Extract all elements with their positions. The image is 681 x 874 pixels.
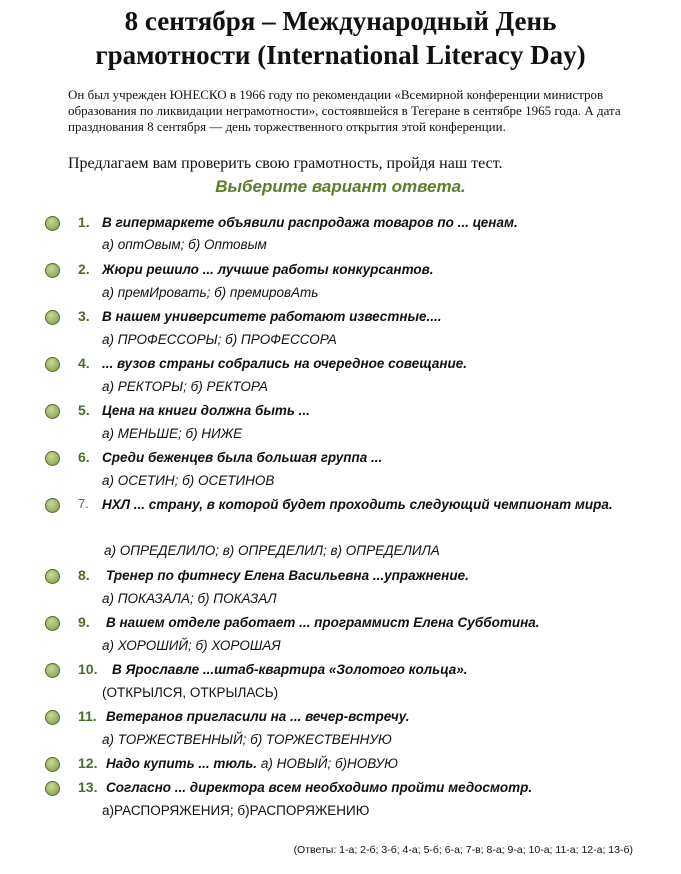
radio-bullet-icon[interactable] <box>45 616 60 631</box>
question-options: а) ТОРЖЕСТВЕННЫЙ; б) ТОРЖЕСТВЕННУЮ <box>102 732 392 747</box>
question-text: Тренер по фитнесу Елена Васильевна ...упражнение. <box>106 568 469 583</box>
question-options: а) ХОРОШИЙ; б) ХОРОШАЯ <box>102 638 281 653</box>
question-text: В нашем университете работают известные.... <box>102 309 442 324</box>
radio-bullet-icon[interactable] <box>45 757 60 772</box>
radio-bullet-icon[interactable] <box>45 357 60 372</box>
radio-bullet-icon[interactable] <box>45 781 60 796</box>
question-text: В гипермаркете объявили распродажа товаров по ... ценам. <box>102 215 518 230</box>
instructions-subtitle: Выберите вариант ответа. <box>215 177 466 196</box>
question-number: 8. <box>78 567 90 583</box>
question-text: НХЛ ... страну, в которой будет проходить следующий чемпионат мира. <box>102 497 613 512</box>
question-text: Согласно ... директора всем необходимо пройти медосмотр. <box>106 780 533 795</box>
question-text: Цена на книги должна быть ... <box>102 403 310 418</box>
invite-text: Предлагаем вам проверить свою грамотность, пройдя наш тест. <box>68 155 503 172</box>
question-options: а) оптОвым; б) Оптовым <box>102 237 267 252</box>
radio-bullet-icon[interactable] <box>45 263 60 278</box>
question-number: 9. <box>78 614 90 630</box>
radio-bullet-icon[interactable] <box>45 451 60 466</box>
question-number: 12. <box>78 755 98 771</box>
question-options: а) премИровать; б) премировАть <box>102 285 319 300</box>
question-options: а) ОПРЕДЕЛИЛО; в) ОПРЕДЕЛИЛ; в) ОПРЕДЕЛИЛА <box>104 543 440 558</box>
page-title <box>0 4 681 72</box>
question-text: ... вузов страны собрались на очередное совещание. <box>102 356 467 371</box>
question-text-line <box>106 753 398 775</box>
question-options: а)РАСПОРЯЖЕНИЯ; б)РАСПОРЯЖЕНИЮ <box>102 803 370 818</box>
question-number: 4. <box>78 355 90 371</box>
radio-bullet-icon[interactable] <box>45 498 60 513</box>
question-text: Жюри решило ... лучшие работы конкурсантов. <box>102 262 434 277</box>
question-number: 5. <box>78 402 90 418</box>
question-text: В нашем отделе работает ... программист Елена Субботина. <box>106 615 540 630</box>
radio-bullet-icon[interactable] <box>45 663 60 678</box>
question-options: а) МЕНЬШЕ; б) НИЖЕ <box>102 426 243 441</box>
question-number: 7. <box>78 496 89 511</box>
radio-bullet-icon[interactable] <box>45 569 60 584</box>
title-line-1: 8 сентября – Международный День <box>124 6 557 36</box>
question-number: 13. <box>78 779 98 795</box>
radio-bullet-icon[interactable] <box>45 310 60 325</box>
question-text: Ветеранов пригласили на ... вечер-встречу. <box>106 709 410 724</box>
answer-key: (Ответы: 1-а; 2-б; 3-б; 4-а; 5-б; 6-а; 7-в; 8-а; 9-а; 10-а; 11-а; 12-а; 13-б) <box>293 844 633 856</box>
question-options: а) ОСЕТИН; б) ОСЕТИНОВ <box>102 473 275 488</box>
radio-bullet-icon[interactable] <box>45 404 60 419</box>
question-options: а) ПРОФЕССОРЫ; б) ПРОФЕССОРА <box>102 332 337 347</box>
question-text: В Ярославле ...штаб-квартира «Золотого кольца». <box>112 662 468 677</box>
question-number: 3. <box>78 308 90 324</box>
title-line-2: грамотности (International Literacy Day) <box>95 40 586 70</box>
question-options: а) ПОКАЗАЛА; б) ПОКАЗАЛ <box>102 591 277 606</box>
question-number: 11. <box>78 708 97 724</box>
question-options: (ОТКРЫЛСЯ, ОТКРЫЛАСЬ) <box>102 685 279 700</box>
question-text: Надо купить ... тюль. <box>106 756 258 771</box>
intro-paragraph: Он был учрежден ЮНЕСКО в 1966 году по рекомендации «Всемирной конференции министров образования по ликвидации неграмотности», состоявшейся в Тегеране в сентябре 1965 года. А дата празднования 8 сентября — день торжественного открытия этой конференции. <box>68 87 621 134</box>
question-number: 1. <box>78 214 90 230</box>
question-text: Среди беженцев была большая группа ... <box>102 450 383 465</box>
question-number: 10. <box>78 661 98 677</box>
radio-bullet-icon[interactable] <box>45 710 60 725</box>
question-options: а) РЕКТОРЫ; б) РЕКТОРА <box>102 379 268 394</box>
radio-bullet-icon[interactable] <box>45 216 60 231</box>
question-number: 2. <box>78 261 90 277</box>
question-options: а) НОВЫЙ; б)НОВУЮ <box>260 756 398 771</box>
question-number: 6. <box>78 449 90 465</box>
